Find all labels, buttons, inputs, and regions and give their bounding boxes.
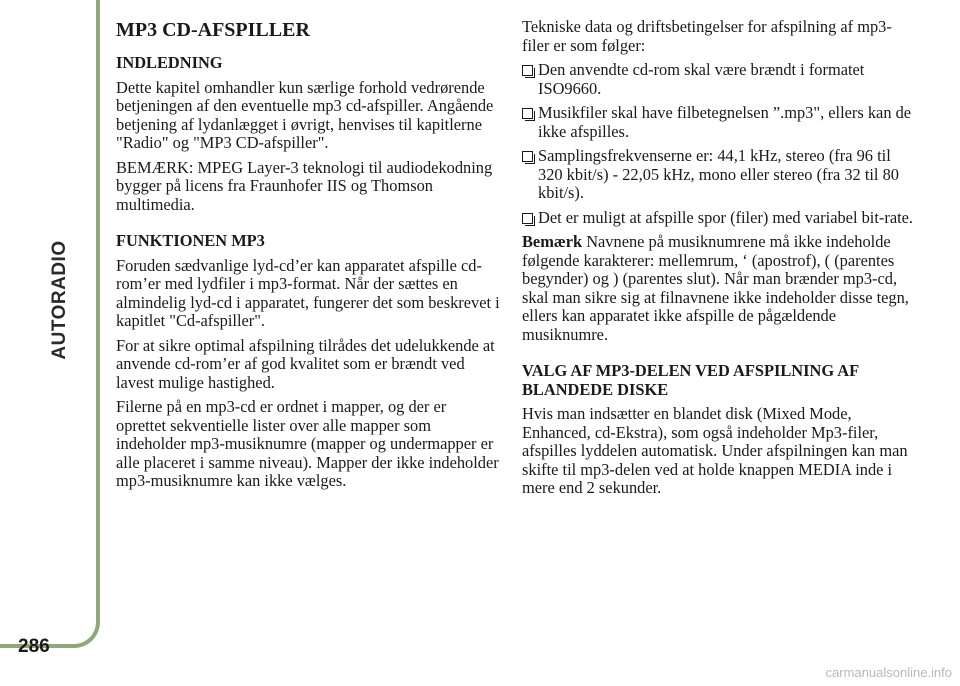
section-heading-mp3-function: FUNKTIONEN MP3 — [116, 231, 265, 250]
list-item: Det er muligt at afspille spor (filer) med variabel bit-rate. — [522, 209, 916, 228]
chapter-label: AUTORADIO — [49, 240, 70, 360]
requirements-list — [522, 61, 916, 227]
paragraph: For at sikre optimal afspilning tilrådes det udelukkende at anvende cd-rom’er af god kvalitet som er brændt ved lavest mulige hastighed. — [116, 335, 495, 392]
checkbox-bullet-icon — [522, 108, 533, 119]
chapter-side-tab — [0, 0, 100, 648]
list-item: Den anvendte cd-rom skal være brændt i formatet ISO9660. — [522, 61, 916, 98]
checkbox-bullet-icon — [522, 65, 533, 76]
paragraph: BEMÆRK: MPEG Layer-3 teknologi til audiodekodning bygger på licens fra Fraunhofer IIS og Thomson multimedia. — [116, 157, 493, 214]
section-heading-mixed-disc: VALG AF MP3-DELEN VED AFSPILNING AF BLANDEDE DISKE — [522, 361, 859, 399]
section-heading-introduction: INDLEDNING — [116, 53, 223, 72]
watermark: carmanualsonline.info — [825, 665, 952, 680]
checkbox-bullet-icon — [522, 213, 533, 224]
paragraph: Hvis man indsætter en blandet disk (Mixed Mode, Enhanced, cd-Ekstra), som også indeholder Mp3-filer, afspilles lyddelen automatisk. Under afspilningen kan man skifte til mp3-delen ved at holde knappen MEDIA inde i mere end 2 sekunder. — [522, 404, 908, 497]
note-text: Navnene på musiknumrene må ikke indeholde følgende karakterer: mellemrum, ‘ (apostrof), ( (parentes begynder) og ) (parentes slut). Når man brænder mp3-cd, skal man sikre sig at filnavnene ikke indeholder disse tegn, ellers kan apparatet ikke afspille de pågældende musiknumre. — [522, 232, 909, 344]
list-item: Samplingsfrekvenserne er: 44,1 kHz, stereo (fra 96 til 320 kbit/s) - 22,05 kHz, mono eller stereo (fra 32 til 80 kbit/s). — [522, 147, 916, 203]
page-number: 286 — [18, 636, 50, 657]
checkbox-bullet-icon — [522, 151, 533, 162]
note-paragraph — [522, 233, 916, 344]
left-column — [116, 18, 500, 497]
page-title: MP3 CD-AFSPILLER — [116, 19, 310, 41]
paragraph: Foruden sædvanlige lyd-cd’er kan apparatet afspille cd-rom’er med lydfiler i mp3-format. Når der sættes en almindelig lyd-cd i apparatet, fungerer det som beskrevet i kapitlet "Cd-afspiller". — [116, 255, 500, 330]
note-label: Bemærk — [522, 232, 583, 251]
paragraph: Dette kapitel omhandler kun særlige forhold vedrørende betjeningen af den eventuelle mp3 cd-afspiller. Angående betjening af lydanlægget i øvrigt, henvises til kapitlerne "Radio" og "MP3 CD-afspiller". — [116, 77, 494, 152]
list-item: Musikfiler skal have filbetegnelsen ”.mp3", ellers kan de ikke afspilles. — [522, 104, 916, 141]
right-column — [522, 18, 916, 504]
paragraph: Filerne på en mp3-cd er ordnet i mapper, og der er oprettet sekventielle lister over alle mapper som indeholder mp3-musiknumre (mapper og undermapper er alle placeret i samme niveau). Mapper der ikke indeholder mp3-musiknumre kan ikke vælges. — [116, 397, 499, 490]
intro-paragraph: Tekniske data og driftsbetingelser for afspilning af mp3-filer er som følger: — [522, 17, 892, 55]
